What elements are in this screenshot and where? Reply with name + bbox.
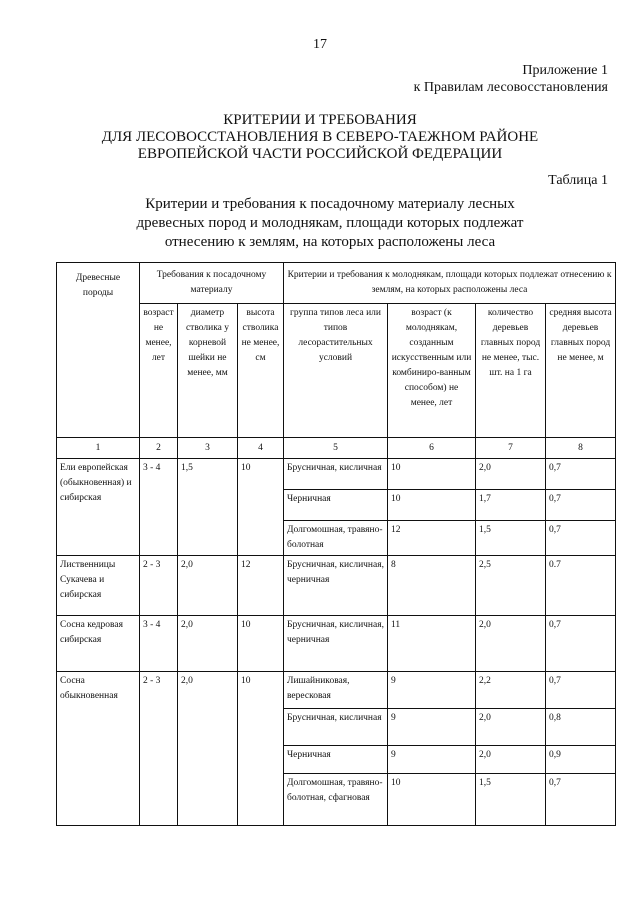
title-line-1: КРИТЕРИИ И ТРЕБОВАНИЯ (223, 112, 417, 128)
planting-diameter-cell: 2,0 (178, 556, 238, 616)
forest-type-cell: Черничная (284, 490, 388, 521)
table-row (57, 616, 616, 672)
table-subheader-row (57, 304, 616, 438)
young-age-cell: 9 (388, 672, 476, 709)
appendix-line-2: к Правилам лесовосстановления (413, 80, 608, 95)
planting-age-cell: 3 - 4 (140, 459, 178, 556)
title-line-2: ДЛЯ ЛЕСОВОССТАНОВЛЕНИЯ В СЕВЕРО-ТАЕЖНОМ РАЙОНЕ (101, 129, 539, 145)
avg-height-cell: 0,7 (546, 459, 616, 490)
column-number: 2 (140, 438, 178, 459)
table-row (57, 459, 616, 490)
appendix-reference (414, 62, 608, 96)
young-age-cell: 11 (388, 616, 476, 672)
species-cell: Лиственницы Сукачева и сибирская (57, 556, 140, 616)
header-height: высота стволика не менее, см (238, 304, 284, 438)
young-age-cell: 10 (388, 774, 476, 826)
forest-type-cell: Брусничная, кисличная, черничная (284, 556, 388, 616)
avg-height-cell: 0,7 (546, 521, 616, 556)
tree-count-cell: 1,7 (476, 490, 546, 521)
tree-count-cell: 2,5 (476, 556, 546, 616)
species-cell: Сосна обыкновенная (57, 672, 140, 826)
avg-height-cell: 0,9 (546, 746, 616, 774)
header-young-age: возраст (к молоднякам, созданным искусственным или комбиниро-ванным способом) не менее, лет (388, 304, 476, 438)
header-planting-material: Требования к посадочному материалу (140, 263, 284, 304)
title-line-3: ЕВРОПЕЙСКОЙ ЧАСТИ РОССИЙСКОЙ ФЕДЕРАЦИИ (137, 146, 503, 162)
column-number: 6 (388, 438, 476, 459)
avg-height-cell: 0,7 (546, 616, 616, 672)
planting-diameter-cell: 2,0 (178, 616, 238, 672)
young-age-cell: 12 (388, 521, 476, 556)
young-age-cell: 10 (388, 459, 476, 490)
tree-count-cell: 2,0 (476, 459, 546, 490)
table-header-row (57, 263, 616, 304)
table-title: Критерии и требования к посадочному материалу лесных древесных пород и молоднякам, площади которых подлежат отнесению к землям, на которых расположены леса (136, 196, 524, 250)
column-number-row (57, 438, 616, 459)
table-label: Таблица 1 (548, 173, 608, 188)
young-age-cell: 8 (388, 556, 476, 616)
forest-type-cell: Долгомошная, травяно-болотная (284, 521, 388, 556)
column-number: 4 (238, 438, 284, 459)
avg-height-cell: 0,7 (546, 672, 616, 709)
document-title (0, 112, 640, 163)
avg-height-cell: 0,7 (546, 490, 616, 521)
appendix-line-1: Приложение 1 (522, 63, 608, 78)
tree-count-cell: 2,0 (476, 746, 546, 774)
young-age-cell: 9 (388, 709, 476, 746)
header-species: Древесные породы (57, 263, 140, 438)
header-diameter: диаметр стволика у корневой шейки не менее, мм (178, 304, 238, 438)
column-number: 8 (546, 438, 616, 459)
forest-type-cell: Брусничная, кисличная, черничная (284, 616, 388, 672)
header-tree-count: количество деревьев главных пород не менее, тыс. шт. на 1 га (476, 304, 546, 438)
species-cell: Сосна кедровая сибирская (57, 616, 140, 672)
tree-count-cell: 1,5 (476, 774, 546, 826)
forest-type-cell: Брусничная, кисличная (284, 459, 388, 490)
tree-count-cell: 2,0 (476, 616, 546, 672)
planting-height-cell: 10 (238, 459, 284, 556)
planting-height-cell: 10 (238, 672, 284, 826)
tree-count-cell: 2,0 (476, 709, 546, 746)
forest-type-cell: Долгомошная, травяно-болотная, сфагновая (284, 774, 388, 826)
planting-age-cell: 2 - 3 (140, 556, 178, 616)
young-age-cell: 9 (388, 746, 476, 774)
tree-count-cell: 1,5 (476, 521, 546, 556)
forest-type-cell: Брусничная, кисличная (284, 709, 388, 746)
avg-height-cell: 0.7 (546, 556, 616, 616)
planting-height-cell: 10 (238, 616, 284, 672)
table-row (57, 672, 616, 709)
column-number: 3 (178, 438, 238, 459)
young-age-cell: 10 (388, 490, 476, 521)
column-number: 5 (284, 438, 388, 459)
planting-diameter-cell: 2,0 (178, 672, 238, 826)
header-young-stands: Критерии и требования к молоднякам, площади которых подлежат отнесению к землям, на которых расположены леса (284, 263, 616, 304)
header-avg-height: средняя высота деревьев главных пород не менее, м (546, 304, 616, 438)
forest-type-cell: Черничная (284, 746, 388, 774)
table-row (57, 556, 616, 616)
tree-count-cell: 2,2 (476, 672, 546, 709)
column-number: 1 (57, 438, 140, 459)
page-number: 17 (313, 37, 327, 52)
planting-height-cell: 12 (238, 556, 284, 616)
forest-type-cell: Лишайниковая, вересковая (284, 672, 388, 709)
column-number: 7 (476, 438, 546, 459)
planting-age-cell: 2 - 3 (140, 672, 178, 826)
avg-height-cell: 0,8 (546, 709, 616, 746)
planting-diameter-cell: 1,5 (178, 459, 238, 556)
header-age: возраст не менее, лет (140, 304, 178, 438)
planting-age-cell: 3 - 4 (140, 616, 178, 672)
species-cell: Ели европейская (обыкновенная) и сибирская (57, 459, 140, 556)
avg-height-cell: 0,7 (546, 774, 616, 826)
header-forest-type: группа типов леса или типов лесорастительных условий (284, 304, 388, 438)
criteria-table (56, 262, 616, 826)
